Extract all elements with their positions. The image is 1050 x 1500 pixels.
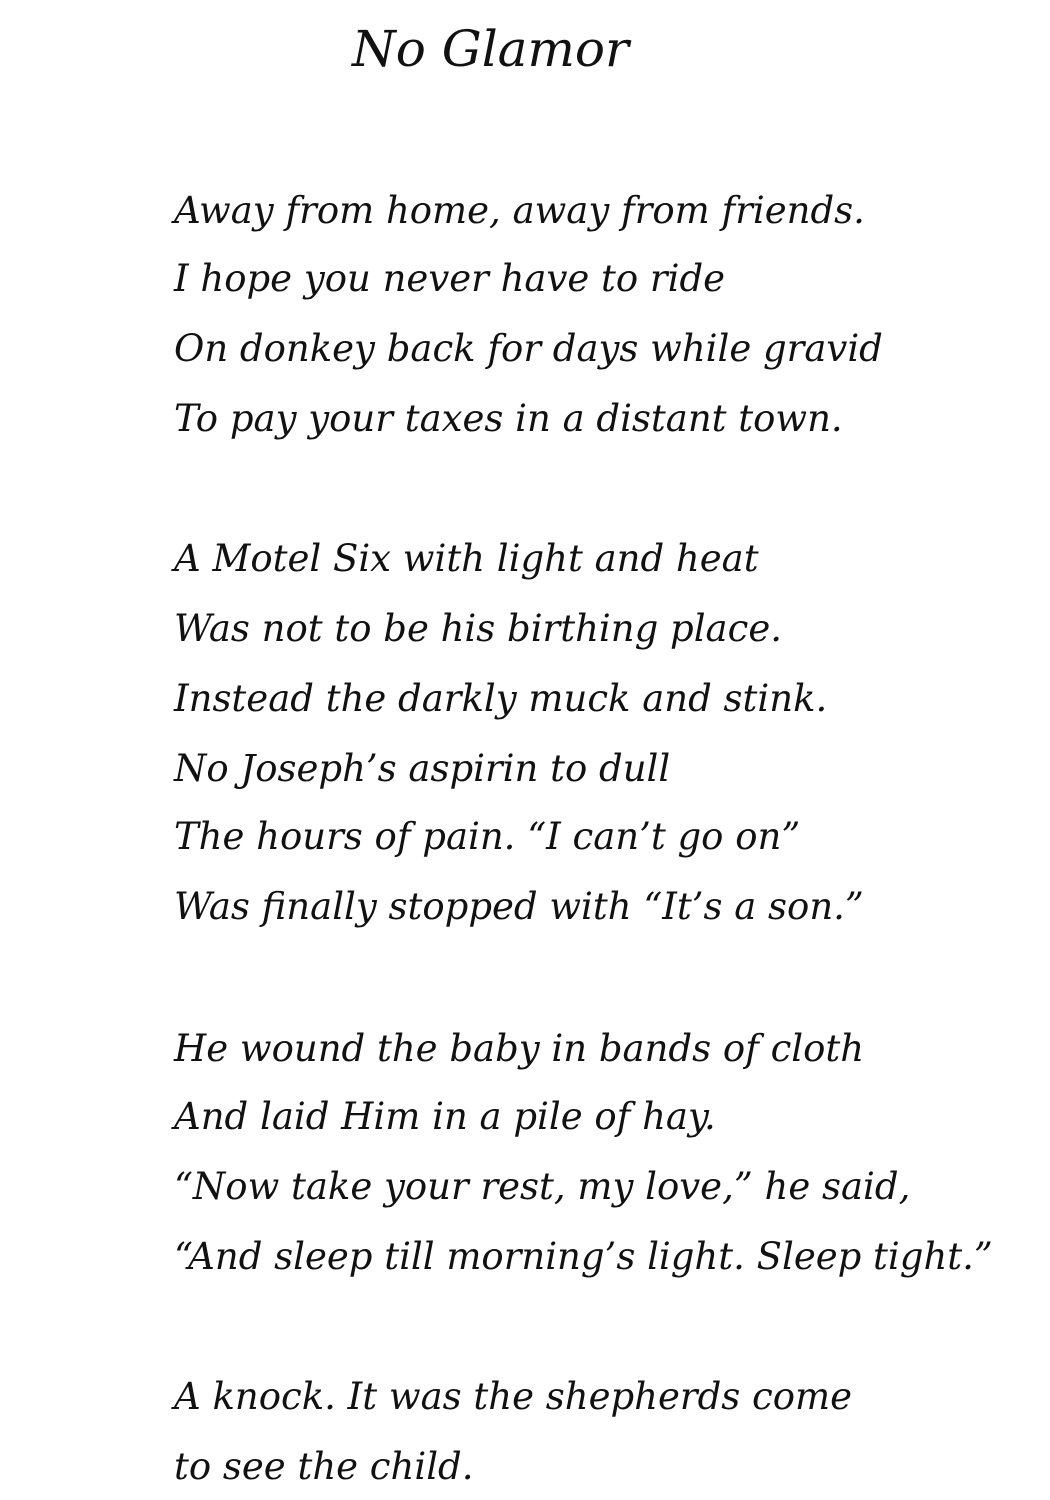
poem-line: A knock. It was the shepherds come bbox=[174, 1375, 852, 1418]
poem-body bbox=[174, 0, 1034, 1500]
poem-line: Away from home, away from friends. bbox=[174, 189, 865, 232]
poem-line: He wound the baby in bands of cloth bbox=[174, 1027, 865, 1070]
poem-line: And laid Him in a pile of hay. bbox=[174, 1095, 716, 1138]
poem-title: No Glamor bbox=[352, 20, 629, 78]
poem-line: Was finally stopped with “It’s a son.” bbox=[174, 885, 864, 928]
poem-line: The hours of pain. “I can’t go on” bbox=[174, 815, 801, 858]
poem-line: “And sleep till morning’s light. Sleep tight.” bbox=[174, 1235, 993, 1278]
poem-line: to see the child. bbox=[174, 1445, 474, 1488]
poem-line: A Motel Six with light and heat bbox=[174, 537, 759, 580]
poem-line: Was not to be his birthing place. bbox=[174, 607, 782, 650]
poem-line: No Joseph’s aspirin to dull bbox=[174, 747, 671, 790]
poem-line: On donkey back for days while gravid bbox=[174, 327, 883, 370]
poem-line: Instead the darkly muck and stink. bbox=[174, 677, 828, 720]
poem-line: To pay your taxes in a distant town. bbox=[174, 397, 843, 440]
poem-line: “Now take your rest, my love,” he said, bbox=[174, 1165, 911, 1208]
poem-line: I hope you never have to ride bbox=[174, 257, 726, 300]
